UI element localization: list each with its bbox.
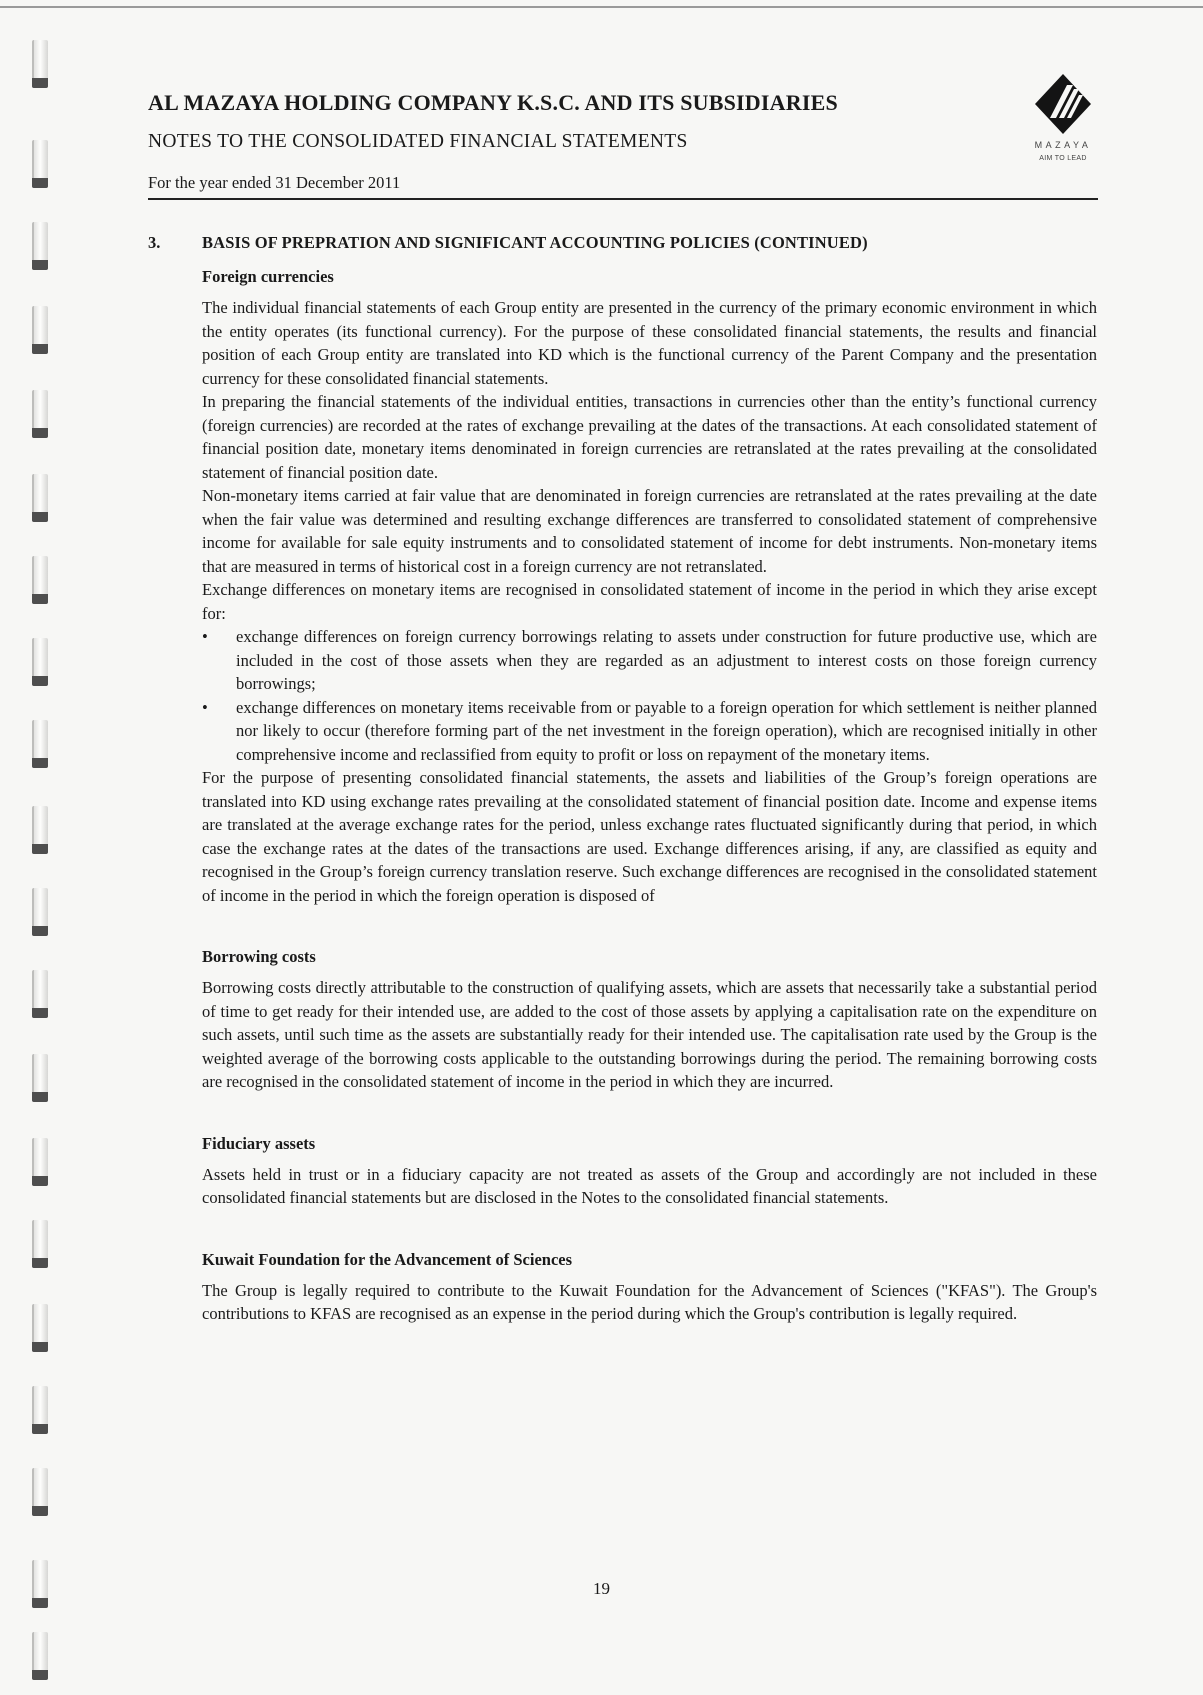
heading-kfas: Kuwait Foundation for the Advancement of Sciences <box>202 1249 573 1269</box>
company-logo <box>1018 72 1108 187</box>
company-name: AL MAZAYA HOLDING COMPANY K.S.C. AND ITS SUBSIDIARIES <box>148 90 838 115</box>
paragraph: Exchange differences on monetary items are recognised in consolidated statement of income in the period in which they arise except for: <box>202 580 1097 623</box>
exception-list <box>202 625 1097 766</box>
list-item-text: exchange differences on foreign currency borrowings relating to assets under construction for future productive use, which are included in the cost of those assets when they are regarded as an adjustment to interest costs on those foreign currency borrowings; <box>236 627 1097 693</box>
binding-holes <box>32 0 52 1695</box>
top-edge-line <box>0 6 1203 8</box>
binding-hole <box>32 806 48 854</box>
header-divider <box>148 198 1098 200</box>
binding-hole <box>32 140 48 188</box>
binding-hole <box>32 1468 48 1516</box>
binding-hole <box>32 222 48 270</box>
binding-hole <box>32 1054 48 1102</box>
paragraph: The individual financial statements of each Group entity are presented in the currency of the primary economic environment in which the entity operates (its functional currency). For the purpose of these consolidated financial statements, the results and financial position of each Group entity are translated into KD which is the functional currency of the Parent Company and the presentation currency for these consolidated financial statements. <box>202 298 1097 388</box>
binding-hole <box>32 888 48 936</box>
section-gap <box>202 907 1097 946</box>
heading-fiduciary-assets: Fiduciary assets <box>202 1133 316 1153</box>
logo-tagline: AIM TO LEAD <box>1039 155 1087 162</box>
binding-hole <box>32 1304 48 1352</box>
section-number: 3. <box>148 233 161 252</box>
paragraph: Borrowing costs directly attributable to the construction of qualifying assets, which are assets that necessarily take a substantial period of time to get ready for their intended use, are added to the cost of those assets by applying a capitalisation rate on the expenditure on such assets, until such time as the assets are substantially ready for their intended use. The capitalisation rate used by the Group is the weighted average of the borrowing costs applicable to the outstanding borrowings during the period. The remaining borrowing costs are recognised in the consolidated statement of income in the period in which they are incurred. <box>202 978 1097 1091</box>
reporting-period: For the year ended 31 December 2011 <box>148 173 401 192</box>
paragraph: The Group is legally required to contribute to the Kuwait Foundation for the Advancement of Sciences ("KFAS"). The Group's contributions to KFAS are recognised as an expense in the period during which the Group's contribution is legally required. <box>202 1280 1097 1323</box>
binding-hole <box>32 390 48 438</box>
list-item <box>202 625 1097 696</box>
document-header <box>148 90 1098 200</box>
mazaya-logo-icon <box>1033 72 1093 136</box>
binding-hole <box>32 1632 48 1680</box>
bullet-icon: • <box>202 697 208 717</box>
binding-hole <box>32 556 48 604</box>
section-gap <box>202 1210 1097 1249</box>
section-title: BASIS OF PREPRATION AND SIGNIFICANT ACCOUNTING POLICIES (CONTINUED) <box>202 233 868 252</box>
paragraph: Assets held in trust or in a fiduciary capacity are not treated as assets of the Group and accordingly are not included in these consolidated financial statements but are disclosed in the Notes to the consolidated financial statements. <box>202 1164 1097 1207</box>
binding-hole <box>32 1386 48 1434</box>
list-item-text: exchange differences on monetary items receivable from or payable to a foreign operation for which settlement is neither planned nor likely to occur (therefore forming part of the net investment in the foreign operation), which are recognised initially in other comprehensive income and reclassified from equity to profit or loss on repayment of the monetary items. <box>236 697 1097 764</box>
heading-foreign-currencies: Foreign currencies <box>202 267 334 286</box>
binding-hole <box>32 40 48 88</box>
binding-hole <box>32 1220 48 1268</box>
page-number: 19 <box>593 1579 610 1598</box>
binding-hole <box>32 970 48 1018</box>
paragraph: For the purpose of presenting consolidated financial statements, the assets and liabilities of the Group’s foreign operations are translated into KD using exchange rates prevailing at the consolidated statement of financial position date. Income and expense items are translated at the average exchange rates for the period, unless exchange rates fluctuated significantly during that period, in which case the exchange rates at the dates of the transactions are used. Exchange differences arising, if any, are classified as equity and recognised in the Group’s foreign currency translation reserve. Such exchange differences are recognised in the consolidated statement of income in the period in which the foreign operation is disposed of <box>202 768 1097 905</box>
paragraph: Non-monetary items carried at fair value that are denominated in foreign currencies are retranslated at the rates prevailing at the date when the fair value was determined and resulting exchange differences are transferred to consolidated statement of comprehensive income for available for sale equity instruments and to consolidated statement of income for debt instruments. Non-monetary items that are measured in terms of historical cost in a foreign currency are not retranslated. <box>202 486 1097 576</box>
section-content <box>202 266 1097 1326</box>
binding-hole <box>32 638 48 686</box>
binding-hole <box>32 474 48 522</box>
document-subtitle: NOTES TO THE CONSOLIDATED FINANCIAL STATEMENTS <box>148 131 688 152</box>
binding-hole <box>32 1138 48 1186</box>
binding-hole <box>32 306 48 354</box>
binding-hole <box>32 720 48 768</box>
section-gap <box>202 1094 1097 1133</box>
logo-wordmark: MAZAYA <box>1034 140 1092 150</box>
bullet-icon: • <box>202 627 208 646</box>
list-item <box>202 696 1097 767</box>
paragraph: In preparing the financial statements of the individual entities, transactions in currencies other than the entity’s functional currency (foreign currencies) are recorded at the rates of exchange prevailing at the dates of the transactions. At each consolidated statement of financial position date, monetary items denominated in foreign currencies are retranslated at the rates prevailing at the consolidated statement of financial position date. <box>202 392 1097 482</box>
heading-borrowing-costs: Borrowing costs <box>202 947 316 966</box>
